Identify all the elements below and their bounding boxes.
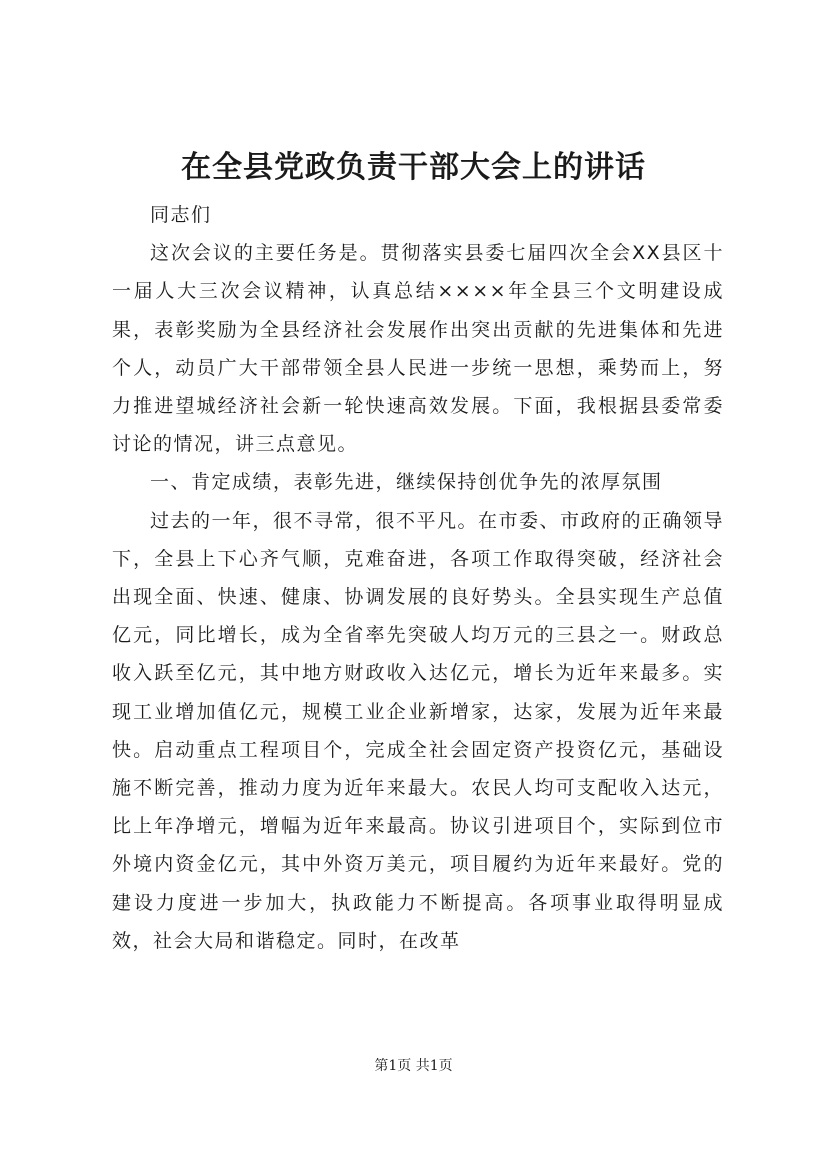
- salutation: 同志们: [150, 204, 212, 226]
- paragraph-achievements: 过去的一年，很不寻常，很不平凡。在市委、市政府的正确领导下，全县上下心齐气顺，克难奋进，各项工作取得突破，经济社会出现全面、快速、健康、协调发展的良好势头。全县实现生产总值亿元，同比增长，成为全省率先突破人均万元的三县之一。财政总收入跃至亿元，其中地方财政收入达亿元，增长为近年来最多。实现工业增加值亿元，规模工业企业新增家，达家，发展为近年来最快。启动重点工程项目个，完成全社会固定资产投资亿元，基础设施不断完善，推动力度为近年来最大。农民人均可支配收入达元，比上年净增元，增幅为近年来最高。协议引进项目个，实际到位市外境内资金亿元，其中外资万美元，项目履约为近年来最好。党的建设力度进一步加大，执政能力不断提高。各项事业取得明显成效，社会大局和谐稳定。同时，在改革: [112, 509, 725, 952]
- document-title: 在全县党政负责干部大会上的讲话: [181, 150, 646, 185]
- section-heading-1: 一、肯定成绩，表彰先进，继续保持创优争先的浓厚氛围: [150, 471, 663, 494]
- document-body: [112, 196, 724, 960]
- page-footer: 第1页 共1页: [374, 1058, 453, 1074]
- paragraph-intro: 这次会议的主要任务是。贯彻落实县委七届四次全会XX县区十一届人大三次会议精神，认真总结××××年全县三个文明建设成果，表彰奖励为全县经济社会发展作出突出贡献的先进集体和先进个人，动员广大干部带领全县人民进一步统一思想，乘势而上，努力推进望城经济社会新一轮快速高效发展。下面，我根据县委常委讨论的情况，讲三点意见。: [112, 242, 724, 456]
